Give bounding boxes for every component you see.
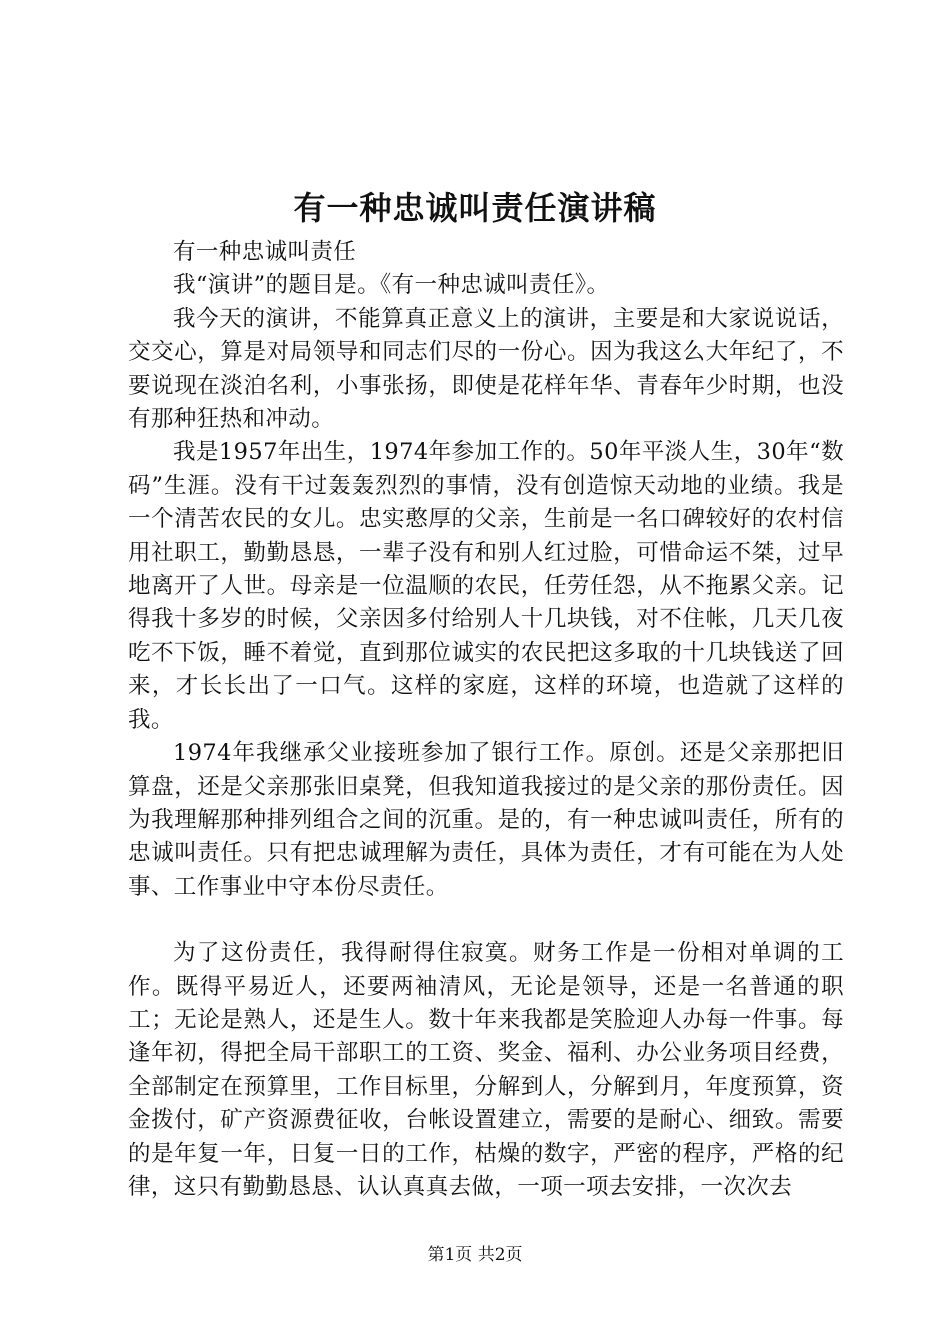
- paragraph: 1974年我继承父业接班参加了银行工作。原创。还是父亲那把旧算盘，还是父亲那张旧桌凳，但我知道我接过的是父亲的那份责任。因为我理解那种排列组合之间的沉重。是的，有一种忠诚叫责任，所有的忠诚叫责任。只有把忠诚理解为责任，具体为责任，才有可能在为人处事、工作事业中守本份尽责任。: [128, 740, 844, 900]
- paragraph: 我今天的演讲，不能算真正意义上的演讲，主要是和大家说说话，交交心，算是对局领导和同志们尽的一份心。因为我这么大年纪了，不要说现在淡泊名利，小事张扬，即使是花样年华、青春年少时期，也没有那种狂热和冲动。: [128, 305, 844, 433]
- paragraph: 我是1957年出生，1974年参加工作的。50年平淡人生，30年“数码”生涯。没有干过轰轰烈烈的事情，没有创造惊天动地的业绩。我是一个清苦农民的女儿。忠实憨厚的父亲，生前是一名口碑较好的农村信用社职工，勤勤恳恳，一辈子没有和别人红过脸，可惜命运不桀，过早地离开了人世。母亲是一位温顺的农民，任劳任怨，从不拖累父亲。记得我十多岁的时候，父亲因多付给别人十几块钱，对不住帐，几天几夜吃不下饭，睡不着觉，直到那位诚实的农民把这多取的十几块钱送了回来，才长长出了一口气。这样的家庭，这样的环境，也造就了这样的我。: [128, 439, 844, 733]
- document-title: 有一种忠诚叫责任演讲稿: [293, 189, 657, 227]
- paragraph: 我“演讲”的题目是。《有一种忠诚叫责任》。: [173, 272, 610, 299]
- paragraph: 有一种忠诚叫责任: [173, 239, 357, 265]
- page-footer: 第1页 共2页: [427, 1245, 523, 1265]
- document-body: [128, 236, 844, 1204]
- paragraph: 为了这份责任，我得耐得住寂寞。财务工作是一份相对单调的工作。既得平易近人，还要两袖清风，无论是领导，还是一名普通的职工；无论是熟人，还是生人。数十年来我都是笑脸迎人办每一件事。每逢年初，得把全局干部职工的工资、奖金、福利、办公业务项目经费，全部制定在预算里，工作目标里，分解到人，分解到月，年度预算，资金拨付，矿产资源费征收，台帐设置建立，需要的是耐心、细致。需要的是年复一年，日复一日的工作，枯燥的数字，严密的程序，严格的纪律，这只有勤勤恳恳、认认真真去做，一项一项去安排，一次次去: [128, 940, 844, 1200]
